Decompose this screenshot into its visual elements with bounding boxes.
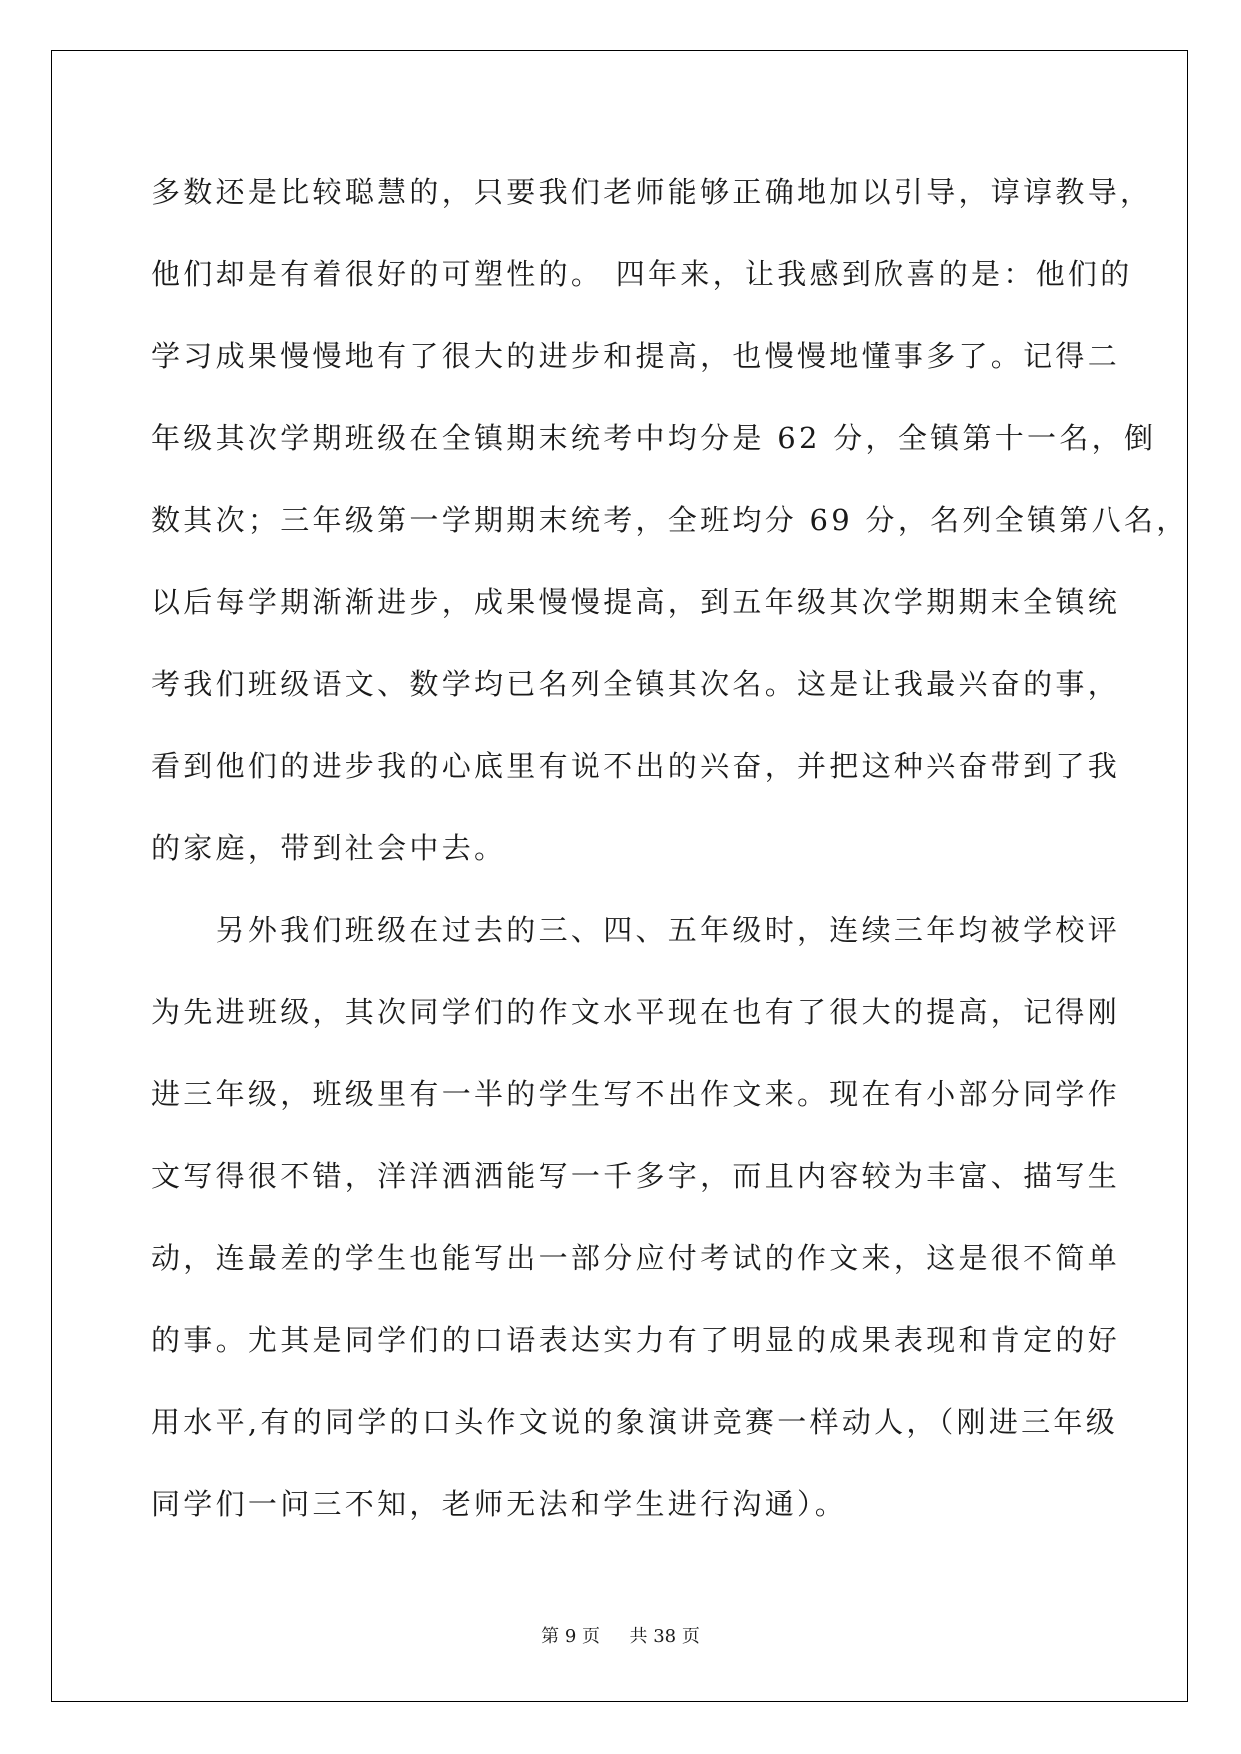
text-line: 动，连最差的学生也能写出一部分应付考试的作文来，这是很不简单 [151, 1241, 1121, 1275]
current-page-label: 第 9 页 [541, 1626, 601, 1647]
text-line: 考我们班级语文、数学均已名列全镇其次名。这是让我最兴奋的事， [151, 667, 1121, 701]
page-footer [0, 1622, 1241, 1648]
text-line: 进三年级，班级里有一半的学生写不出作文来。现在有小部分同学作 [151, 1077, 1121, 1111]
text-line: 数其次；三年级第一学期期末统考，全班均分 69 分，名列全镇第八名， [151, 503, 1189, 537]
text-line: 看到他们的进步我的心底里有说不出的兴奋，并把这种兴奋带到了我 [151, 749, 1121, 783]
text-line: 用水平,有的同学的口头作文说的象演讲竞赛一样动人，（刚进三年级 [151, 1405, 1119, 1439]
total-pages-label: 共 38 页 [629, 1626, 700, 1647]
text-line: 同学们一问三不知，老师无法和学生进行沟通）。 [151, 1487, 848, 1521]
text-line: 文写得很不错，洋洋洒洒能写一千多字，而且内容较为丰富、描写生 [151, 1159, 1121, 1193]
text-line: 年级其次学期班级在全镇期末统考中均分是 62 分，全镇第十一名，倒 [151, 421, 1157, 455]
paragraph-start-line: 另外我们班级在过去的三、四、五年级时，连续三年均被学校评 [151, 913, 1121, 947]
text-line: 学习成果慢慢地有了很大的进步和提高，也慢慢地懂事多了。记得二 [151, 339, 1121, 373]
text-line: 为先进班级，其次同学们的作文水平现在也有了很大的提高，记得刚 [151, 995, 1121, 1029]
text-line: 的家庭，带到社会中去。 [151, 831, 507, 865]
text-line: 以后每学期渐渐进步，成果慢慢提高，到五年级其次学期期末全镇统 [151, 585, 1121, 619]
document-body [151, 162, 1189, 1556]
text-line: 他们却是有着很好的可塑性的。 四年来，让我感到欣喜的是：他们的 [151, 257, 1133, 291]
text-line: 多数还是比较聪慧的，只要我们老师能够正确地加以引导，谆谆教导， [151, 175, 1153, 209]
text-line: 的事。尤其是同学们的口语表达实力有了明显的成果表现和肯定的好 [151, 1323, 1121, 1357]
